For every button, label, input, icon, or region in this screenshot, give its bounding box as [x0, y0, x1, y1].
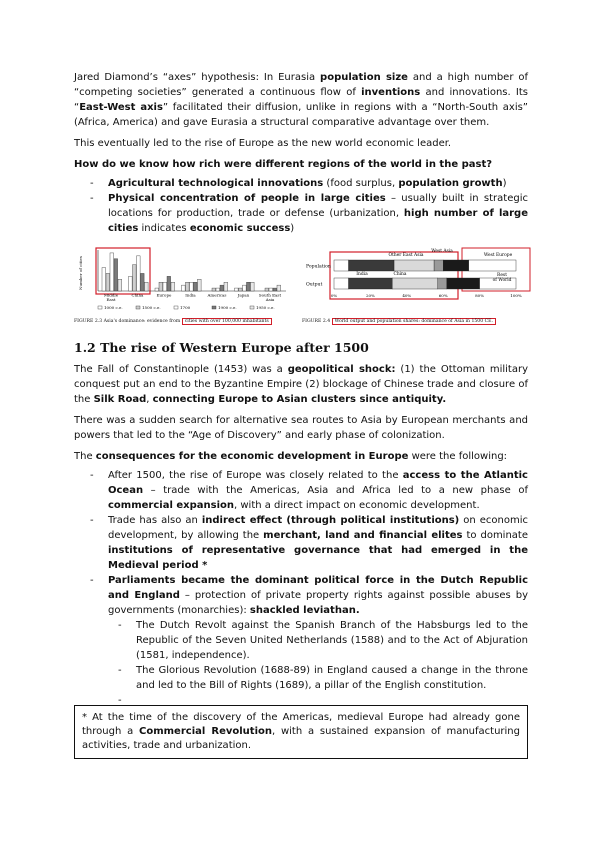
bar — [243, 285, 247, 291]
bar — [186, 282, 190, 291]
bar — [141, 273, 145, 291]
bar — [239, 288, 243, 291]
bar — [190, 282, 194, 291]
tick-label: 0% — [330, 293, 338, 298]
list-item: - Parliaments became the dominant political force in the Dutch Republic and England – protection of private property rights against possible abuses by governments (monarchies): shackled leviathan. - The Dutch Revolt against the Spanish Branch of the Habsburgs led to the Republic of the Seven United Netherlands (1588) and to the Act of Abjuration (1581, independence). - The Glorious Revolution (1688-89) in England caused a change in the throne and led to the Bill of Rights (1689), a pillar of the English constitution. — [74, 573, 528, 693]
bar — [269, 288, 273, 291]
segment-label: West Europe — [483, 253, 513, 258]
category-label: Japan — [237, 292, 250, 298]
list-item: - Trade has also an indirect effect (through political institutions) on economic development, by allowing the merchant, land and financial elites to dominate institutions of representative governance that had emerged in the Medieval period * — [74, 513, 528, 573]
diamond-paragraph: Jared Diamond’s “axes” hypothesis: In Eurasia population size and a high number of “competing societies” generated a continuous flow of inventions and innovations. Its “East-West axis” facilitated their diffusion, unlike in regions with a “North-South axis” (Africa, America) and gave Eurasia a structural comparative advantage over them. — [74, 72, 529, 128]
bar — [155, 288, 159, 291]
bar — [110, 253, 114, 291]
bar — [163, 282, 167, 291]
legend-label: 1950 c.e. — [256, 305, 275, 310]
tick-label: 100% — [510, 293, 522, 298]
figures-row — [74, 244, 528, 328]
legend-label: 1000 c.e. — [104, 305, 123, 310]
bar — [220, 285, 224, 291]
consequences-paragraph: The consequences for the economic development in Europe were the following: — [74, 451, 508, 462]
footnote-box — [74, 705, 528, 759]
bar — [137, 256, 141, 291]
bar — [216, 288, 220, 291]
tick-label: 60% — [438, 293, 448, 298]
bar — [145, 282, 149, 291]
shares-figure — [302, 244, 532, 325]
legend-label: 1500 c.e. — [142, 305, 161, 310]
footnote-text: * At the time of the discovery of the Americas, medieval Europe had already gone through a Commercial Revolution, with a sustained expansion of manufacturing activities, trade and urbanization. — [82, 712, 520, 751]
evidence-list — [74, 176, 528, 236]
caption-highlight: cities with over 100,000 inhabitants — [182, 318, 272, 325]
bar — [251, 282, 255, 291]
bar — [273, 288, 277, 291]
bar — [194, 282, 198, 291]
y-axis-label: Number of cities — [78, 256, 83, 290]
segment-label: Rest of World — [492, 273, 512, 283]
category-label: China — [131, 292, 144, 298]
bar — [235, 288, 239, 291]
stacked-segment — [394, 260, 434, 271]
document-page — [74, 70, 528, 759]
legend-label: 1900 c.e. — [218, 305, 237, 310]
section-heading: 1.2 The rise of Western Europe after 1500 — [74, 340, 369, 355]
figure-caption: FIGURE 2.4 World output and population shares: dominance of Asia in 1500 CE. — [302, 318, 532, 325]
bar — [182, 285, 186, 291]
bar — [159, 282, 163, 291]
legend-swatch — [98, 306, 102, 309]
category-label: Americas — [207, 292, 227, 298]
nested-list-item: - The Glorious Revolution (1688-89) in England caused a change in the throne and led to the Bill of Rights (1689), a pillar of the English constitution. — [108, 663, 528, 693]
stacked-segment — [438, 278, 447, 289]
bar — [171, 282, 175, 291]
stacked-segment — [334, 278, 349, 289]
discovery-paragraph: There was a sudden search for alternative sea routes to Asia by European merchants and powers that led to the “Age of Discovery” and early phase of colonization. — [74, 415, 528, 441]
segment-label: China — [393, 272, 407, 277]
bar — [114, 259, 118, 291]
bar — [118, 279, 122, 291]
list-item: - After 1500, the rise of Europe was closely related to the access to the Atlantic Ocean – trade with the Americas, Asia and Africa led to a new phase of commercial expansion, with a direct impact on economic development. — [74, 468, 528, 513]
bar — [265, 288, 269, 291]
europe-leader-paragraph: This eventually led to the rise of Europe as the new world economic leader. — [74, 138, 452, 149]
legend-swatch — [136, 306, 140, 309]
list-item: - Agricultural technological innovations (food surplus, population growth) — [74, 176, 528, 191]
bar — [167, 276, 171, 291]
stacked-segment — [334, 260, 349, 271]
category-label: India — [185, 292, 196, 298]
constantinople-paragraph: The Fall of Constantinople (1453) was a geopolitical shock: (1) the Ottoman military conquest put an end to the Byzantine Empire (2) blockage of Chinese trade and closure of the Silk Road, connecting Europe to Asian clusters since antiquity. — [74, 364, 529, 405]
stacked-segment — [447, 278, 480, 289]
nested-list — [108, 618, 528, 693]
bar — [212, 288, 216, 291]
tick-label: 20% — [365, 293, 375, 298]
row-label: Output — [306, 282, 323, 288]
legend-swatch — [174, 306, 178, 309]
segment-label: West Asia — [431, 249, 453, 254]
row-label: Population — [306, 264, 331, 270]
caption-highlight: World output and population shares: dominance of Asia in 1500 CE. — [332, 318, 496, 325]
bar — [102, 268, 106, 291]
category-label: South East Asia — [258, 292, 282, 302]
category-label: Europe — [156, 292, 172, 298]
segment-label: Other East Asia — [388, 253, 424, 258]
cities-bar-chart — [74, 244, 288, 314]
stacked-segment — [392, 278, 438, 289]
segment-label: India — [356, 272, 368, 277]
bar — [133, 265, 137, 291]
bar — [224, 282, 228, 291]
stacked-segment — [434, 260, 443, 271]
bar — [129, 276, 133, 291]
stacked-segment — [469, 260, 516, 271]
legend-swatch — [250, 306, 254, 309]
question-heading: How do we know how rich were different regions of the world in the past? — [74, 159, 493, 170]
nested-list-item: - The Dutch Revolt against the Spanish Branch of the Habsburgs led to the Republic of the Seven United Netherlands (1588) and to the Act of Abjuration (1581, independence). — [108, 618, 528, 663]
tick-label: 40% — [402, 293, 412, 298]
bar — [247, 282, 251, 291]
cities-figure — [74, 244, 288, 325]
stacked-segment — [349, 260, 395, 271]
bar — [198, 279, 202, 291]
figure-caption: FIGURE 2.3 Asia's dominance: evidence from cities with over 100,000 inhabitants — [74, 318, 288, 325]
legend-label: 1700 — [180, 305, 191, 310]
bar — [106, 273, 110, 291]
list-item: - Physical concentration of people in large cities – usually built in strategic locations for production, trade or defense (urbanization, high number of large cities indicates economic success) — [74, 191, 528, 236]
consequences-list — [74, 468, 528, 693]
tick-label: 80% — [475, 293, 485, 298]
bar — [277, 285, 281, 291]
shares-stacked-chart — [302, 244, 532, 314]
category-label: Middle East — [103, 292, 119, 302]
stacked-segment — [349, 278, 393, 289]
legend-swatch — [212, 306, 216, 309]
stacked-segment — [443, 260, 468, 271]
